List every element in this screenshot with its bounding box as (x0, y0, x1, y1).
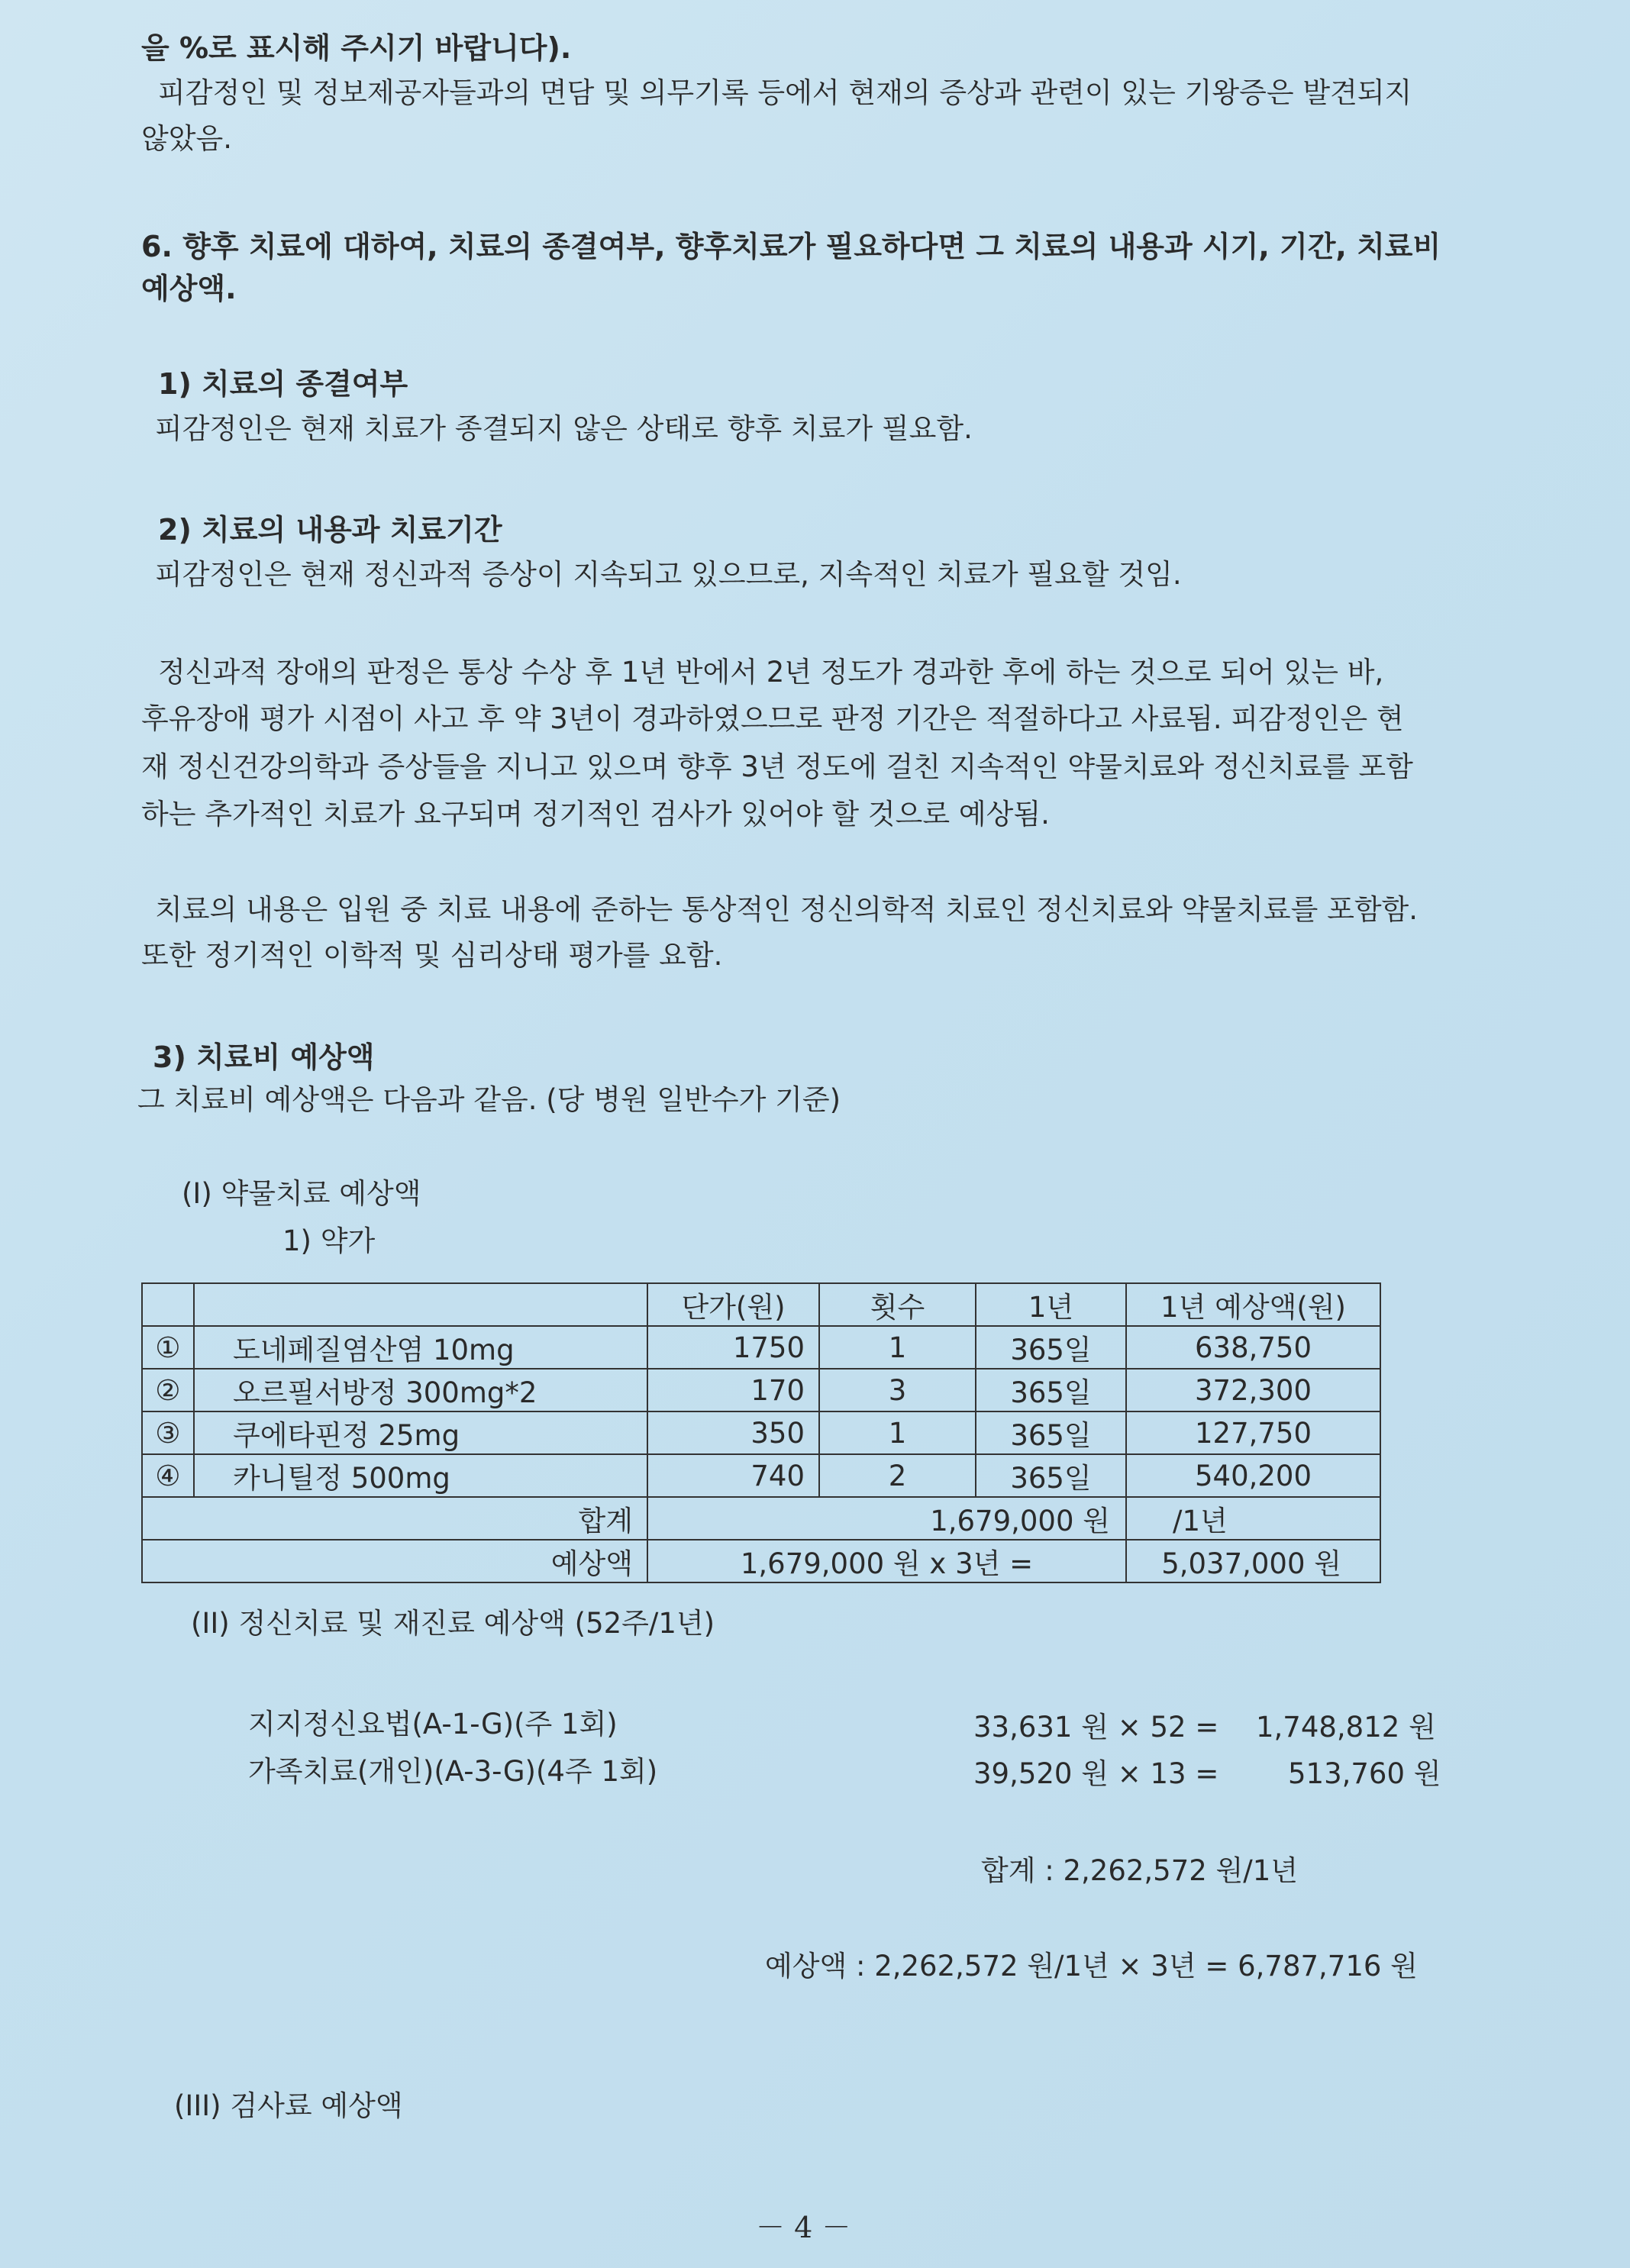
estimate-value: 5,037,000 원 (1126, 1540, 1380, 1582)
unit-price: 350 (647, 1411, 819, 1454)
dose-count: 1 (819, 1326, 976, 1369)
total-unit: /1년 (1126, 1497, 1380, 1540)
therapy-name: 가족치료(개인)(A-3-G)(4주 1회) (248, 1755, 658, 1788)
table-header-cell: 단가(원) (647, 1283, 819, 1326)
therapy-value: 1,748,812 원 (1256, 1711, 1436, 1744)
sub2-heading: 2) 치료의 내용과 치료기간 (158, 513, 502, 547)
sub2-para1-line: 정신과적 장애의 판정은 통상 수상 후 1년 반에서 2년 정도가 경과한 후에 하는 것으로 되어 있는 바, (158, 656, 1384, 689)
table-row (142, 1411, 1380, 1454)
page-number: － 4 － (756, 2211, 851, 2244)
estimate-label: 예상액 (142, 1540, 647, 1582)
yearly-amount: 540,200 (1126, 1454, 1380, 1497)
sub1-heading: 1) 치료의 종결여부 (158, 367, 408, 401)
therapy-formula: 33,631 원 × 52 = (973, 1711, 1219, 1744)
days: 365일 (976, 1369, 1126, 1411)
dose-count: 1 (819, 1411, 976, 1454)
yearly-amount: 372,300 (1126, 1369, 1380, 1411)
dose-count: 3 (819, 1369, 976, 1411)
section6-heading-line-1: 6. 향후 치료에 대하여, 치료의 종결여부, 향후치료가 필요하다면 그 치료의 내용과 시기, 기간, 치료비 (141, 230, 1441, 263)
section6-heading-line-2: 예상액. (141, 272, 237, 305)
drug-name: 쿠에타핀정 25mg (194, 1411, 647, 1454)
table-header-cell: 1년 (976, 1283, 1126, 1326)
table-row (142, 1454, 1380, 1497)
sub2-para2-line: 또한 정기적인 이학적 및 심리상태 평가를 요함. (141, 939, 723, 972)
unit-price: 740 (647, 1454, 819, 1497)
table-header-cell (194, 1283, 647, 1326)
table-row (142, 1369, 1380, 1411)
row-number: ① (142, 1326, 194, 1369)
part2-total: 합계 : 2,262,572 원/1년 (981, 1854, 1299, 1887)
intro-line-1: 을 %로 표시해 주시기 바랍니다). (141, 31, 572, 65)
sub2-text: 피감정인은 현재 정신과적 증상이 지속되고 있으므로, 지속적인 치료가 필요할 것임. (155, 558, 1182, 591)
sub2-para2-line: 치료의 내용은 입원 중 치료 내용에 준하는 통상적인 정신의학적 치료인 정신치료와 약물치료를 포함함. (155, 893, 1419, 926)
dose-count: 2 (819, 1454, 976, 1497)
unit-price: 1750 (647, 1326, 819, 1369)
intro-line-3: 않았음. (141, 122, 232, 155)
estimate-formula: 1,679,000 원 x 3년 = (647, 1540, 1126, 1582)
part1-subheading: 1) 약가 (282, 1224, 376, 1257)
sub2-para1-line: 하는 추가적인 치료가 요구되며 정기적인 검사가 있어야 할 것으로 예상됨. (141, 798, 1050, 831)
table-header-row (142, 1283, 1380, 1326)
table-total-row (142, 1497, 1380, 1540)
days: 365일 (976, 1411, 1126, 1454)
row-number: ② (142, 1369, 194, 1411)
total-value: 1,679,000 원 (647, 1497, 1126, 1540)
part3-heading: (III) 검사료 예상액 (174, 2089, 403, 2122)
table-header-cell: 횟수 (819, 1283, 976, 1326)
medication-cost-table (141, 1282, 1381, 1583)
yearly-amount: 638,750 (1126, 1326, 1380, 1369)
days: 365일 (976, 1454, 1126, 1497)
yearly-amount: 127,750 (1126, 1411, 1380, 1454)
unit-price: 170 (647, 1369, 819, 1411)
table-header-cell: 1년 예상액(원) (1126, 1283, 1380, 1326)
intro-line-2: 피감정인 및 정보제공자들과의 면담 및 의무기록 등에서 현재의 증상과 관련이 있는 기왕증은 발견되지 (158, 76, 1412, 109)
row-number: ④ (142, 1454, 194, 1497)
therapy-value: 513,760 원 (1288, 1757, 1441, 1790)
sub3-text: 그 치료비 예상액은 다음과 같음. (당 병원 일반수가 기준) (137, 1083, 841, 1116)
row-number: ③ (142, 1411, 194, 1454)
part1-heading: (I) 약물치료 예상액 (182, 1177, 421, 1210)
table-estimate-row (142, 1540, 1380, 1582)
table-row (142, 1326, 1380, 1369)
sub2-para1-line: 후유장애 평가 시점이 사고 후 약 3년이 경과하였으므로 판정 기간은 적절하다고 사료됨. 피감정인은 현 (141, 702, 1404, 735)
part2-heading: (II) 정신치료 및 재진료 예상액 (52주/1년) (191, 1607, 715, 1640)
part2-estimate: 예상액 : 2,262,572 원/1년 × 3년 = 6,787,716 원 (765, 1950, 1418, 1982)
sub2-para1-line: 재 정신건강의학과 증상들을 지니고 있으며 향후 3년 정도에 걸친 지속적인 약물치료와 정신치료를 포함 (141, 750, 1413, 783)
therapy-formula: 39,520 원 × 13 = (973, 1757, 1219, 1790)
table-header-cell (142, 1283, 194, 1326)
sub3-heading: 3) 치료비 예상액 (153, 1040, 375, 1074)
drug-name: 도네페질염산염 10mg (194, 1326, 647, 1369)
drug-name: 오르필서방정 300mg*2 (194, 1369, 647, 1411)
drug-name: 카니틸정 500mg (194, 1454, 647, 1497)
total-label: 합계 (142, 1497, 647, 1540)
therapy-name: 지지정신요법(A-1-G)(주 1회) (248, 1708, 618, 1741)
days: 365일 (976, 1326, 1126, 1369)
sub1-text: 피감정인은 현재 치료가 종결되지 않은 상태로 향후 치료가 필요함. (155, 412, 973, 445)
